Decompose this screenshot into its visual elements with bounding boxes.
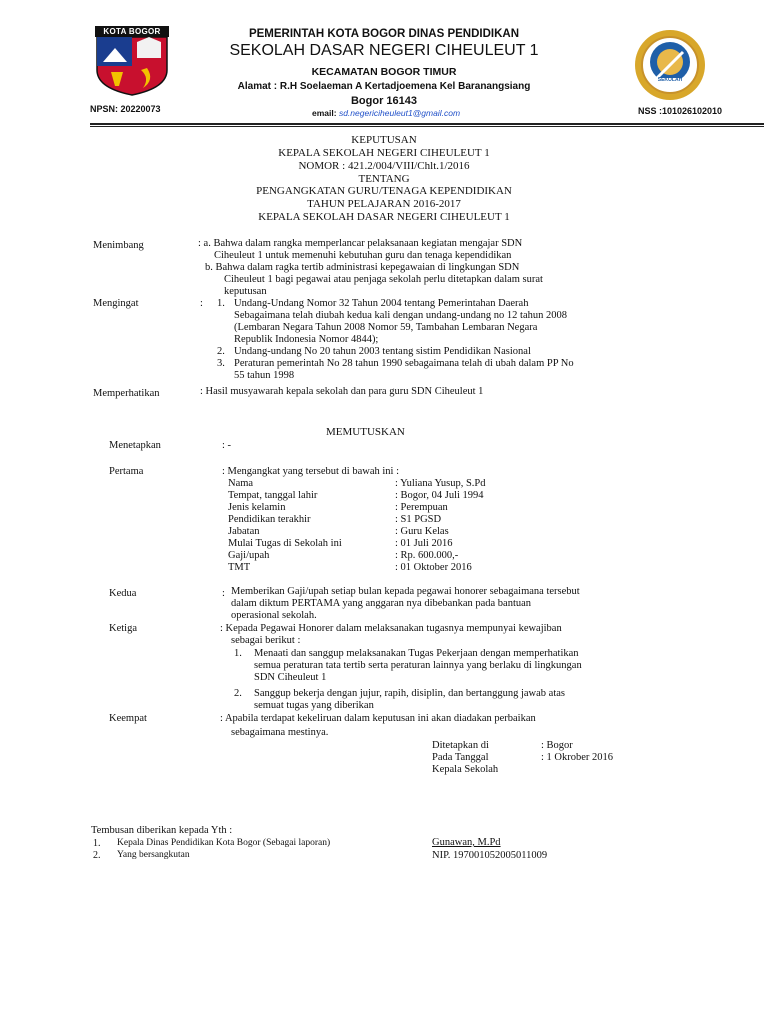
memperhatikan-text: : Hasil musyawarah kepala sekolah dan para guru SDN Ciheuleut 1 <box>200 386 484 397</box>
detail-value: : S1 PGSD <box>395 514 442 525</box>
tembusan-num-1: 1. <box>93 838 101 849</box>
tembusan-title: Tembusan diberikan kepada Yth : <box>91 825 233 836</box>
mengingat-item2: Undang-undang No 20 tahun 2003 tentang sistim Pendidikan Nasional <box>234 346 531 357</box>
pertama-intro: : Mengangkat yang tersebut di bawah ini : <box>222 466 399 477</box>
mengingat-item1-b: Sebagaimana telah diubah kedua kali dengan undang-undang no 12 tahun 2008 <box>234 310 567 321</box>
detail-key: Gaji/upah <box>228 550 270 561</box>
title-subject: PENGANGKATAN GURU/TENAGA KEPENDIDIKAN <box>256 185 512 197</box>
mengingat-num-3: 3. <box>217 358 225 369</box>
ketiga-l2: sebagai berikut : <box>231 635 301 646</box>
header-email-row <box>312 108 460 118</box>
kedua-l1: Memberikan Gaji/upah setiap bulan kepada pegawai honorer sebagaimana tersebut <box>231 586 580 597</box>
ketiga-label: Ketiga <box>109 623 137 634</box>
detail-key: Nama <box>228 478 254 489</box>
detail-value: : Rp. 600.000,- <box>395 550 459 561</box>
mengingat-num-1: 1. <box>217 298 225 309</box>
mengingat-item3-b: 55 tahun 1998 <box>234 370 295 381</box>
tembusan-num-2: 2. <box>93 850 101 861</box>
kedua-l3: operasional sekolah. <box>231 610 317 621</box>
mengingat-num-2: 2. <box>217 346 225 357</box>
sign-place-key: Ditetapkan di <box>432 740 489 751</box>
ketiga-l1: : Kepada Pegawai Honorer dalam melaksanakan tugasnya mempunyai kewajiban <box>220 623 562 634</box>
nss: NSS :101026102010 <box>638 106 723 116</box>
title-year: TAHUN PELAJARAN 2016-2017 <box>307 198 461 210</box>
ketiga-num-2: 2. <box>234 688 242 699</box>
header-divider-thin <box>90 126 764 127</box>
ketiga-item1-b: semua peraturan tata tertib serta peraturan lainnya yang berlaku di lingkungan <box>254 660 582 671</box>
header-line3: KECAMATAN BOGOR TIMUR <box>311 66 457 78</box>
menetapkan-label: Menetapkan <box>109 440 161 451</box>
menimbang-b1: b. Bahwa dalam ragka tertib administrasi kepegawaian di lingkungan SDN <box>205 262 520 273</box>
kedua-colon: : <box>222 588 225 599</box>
ketiga-item2-a: Sanggup bekerja dengan jujur, rapih, disiplin, dan bertanggung jawab atas <box>254 688 565 699</box>
mengingat-label: Mengingat <box>93 298 139 309</box>
tembusan-item-1: Kepala Dinas Pendidikan Kota Bogor (Sebagai laporan) <box>117 838 331 848</box>
header-city: Bogor 16143 <box>350 95 418 107</box>
detail-key: Jabatan <box>228 526 260 537</box>
menimbang-b3: keputusan <box>224 286 267 297</box>
detail-key: Jenis kelamin <box>228 502 286 513</box>
mengingat-item3-a: Peraturan pemerintah No 28 tahun 1990 sebagaimana telah di ubah dalam PP No <box>234 358 574 369</box>
school-name: SEKOLAH DASAR NEGERI CIHEULEUT 1 <box>229 42 539 59</box>
detail-value: : 01 Juli 2016 <box>395 538 453 549</box>
detail-value: : Perempuan <box>395 502 448 513</box>
memperhatikan-label: Memperhatikan <box>93 388 160 399</box>
detail-key: Pendidikan terakhir <box>228 514 311 525</box>
kedua-l2: dalam diktum PERTAMA yang anggaran nya dibebankan pada bantuan <box>231 598 532 609</box>
detail-value: : Guru Kelas <box>395 526 449 537</box>
detail-value: : Yuliana Yusup, S.Pd <box>395 478 486 489</box>
detail-key: Tempat, tanggal lahir <box>228 490 318 501</box>
menimbang-a1: : a. Bahwa dalam rangka memperlancar pelaksanaan kegiatan mengajar SDN <box>198 238 523 249</box>
title-nomor: NOMOR : 421.2/004/VIII/Chlt.1/2016 <box>298 160 470 172</box>
memutuskan-heading: MEMUTUSKAN <box>326 426 405 438</box>
sign-place-value: : Bogor <box>541 740 573 751</box>
header-divider-thick <box>90 123 764 125</box>
mengingat-item1-a: Undang-Undang Nomor 32 Tahun 2004 tentang Pemerintahan Daerah <box>234 298 529 309</box>
logo-right-text: SEKOLAH <box>657 77 683 83</box>
logo-left-label: KOTA BOGOR <box>103 27 161 36</box>
ketiga-item2-b: semuat tugas yang diberikan <box>254 700 374 711</box>
mengingat-item1-d: Republik Indonesia Nomor 4844); <box>234 334 379 345</box>
pertama-label: Pertama <box>109 466 144 477</box>
title-tentang: TENTANG <box>358 173 410 185</box>
email-label: email: <box>312 108 337 118</box>
email-link[interactable]: sd.negericiheuleut1@gmail.com <box>338 108 461 118</box>
sign-title: Kepala Sekolah <box>432 764 499 775</box>
mengingat-colon: : <box>200 298 203 309</box>
kedua-label: Kedua <box>109 588 137 599</box>
signatory-nip: NIP. 197001052005011009 <box>432 850 548 861</box>
title-keputusan: KEPUTUSAN <box>351 134 417 146</box>
mengingat-item1-c: (Lembaran Negara Tahun 2008 Nomor 59, Tambahan Lembaran Negara <box>234 322 538 333</box>
keempat-l2: sebagaimana mestinya. <box>231 727 329 738</box>
header-address: Alamat : R.H Soelaeman A Kertadjoemena Kel Baranangsiang <box>237 81 531 92</box>
ketiga-item1-c: SDN Ciheuleut 1 <box>254 672 327 683</box>
ketiga-num-1: 1. <box>234 648 242 659</box>
header-line1: PEMERINTAH KOTA BOGOR DINAS PENDIDIKAN <box>248 28 520 40</box>
keempat-l1: : Apabila terdapat kekeliruan dalam keputusan ini akan diadakan perbaikan <box>220 713 536 724</box>
title-issuer: KEPALA SEKOLAH DASAR NEGERI CIHEULEUT 1 <box>258 211 510 223</box>
menetapkan-value: : - <box>222 440 232 451</box>
sign-date-value: : 1 Okrober 2016 <box>541 752 614 763</box>
signatory-name: Gunawan, M.Pd <box>432 837 501 848</box>
detail-value: : 01 Oktober 2016 <box>395 562 472 573</box>
menimbang-a2: Ciheuleut 1 untuk memenuhi kebutuhan guru dan tenaga kependidikan <box>214 250 512 261</box>
menimbang-label: Menimbang <box>93 240 144 251</box>
tembusan-item-2: Yang bersangkutan <box>117 850 190 860</box>
npsn: NPSN: 20220073 <box>90 104 161 114</box>
title-kepala: KEPALA SEKOLAH NEGERI CIHEULEUT 1 <box>278 147 490 159</box>
sign-date-key: Pada Tanggal <box>432 752 489 763</box>
detail-key: Mulai Tugas di Sekolah ini <box>228 538 342 549</box>
menimbang-b2: Ciheuleut 1 bagi pegawai atau penjaga sekolah perlu ditetapkan dalam surat <box>224 274 543 285</box>
detail-value: : Bogor, 04 Juli 1994 <box>395 490 484 501</box>
detail-key: TMT <box>228 562 251 573</box>
keempat-label: Keempat <box>109 713 147 724</box>
ketiga-item1-a: Menaati dan sanggup melaksanakan Tugas Pekerjaan dengan memperhatikan <box>254 648 579 659</box>
